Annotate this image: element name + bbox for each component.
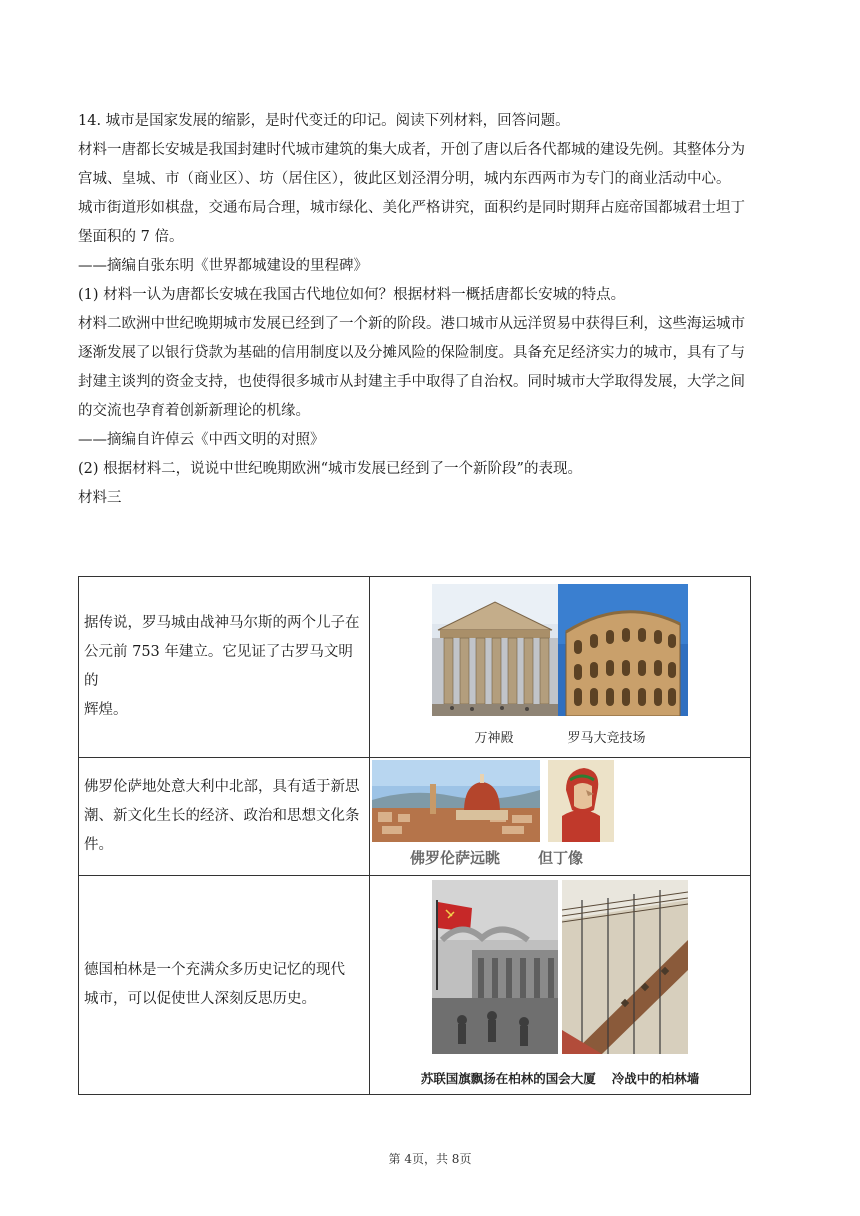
table-row-florence [79, 758, 751, 876]
pantheon-caption: 万神殿 [474, 730, 514, 746]
florence-text-line-2: 潮、新文化生长的经济、政治和思想文化条 [84, 808, 360, 824]
berlin-image-cell [370, 876, 751, 1095]
material1-source: ——摘编自张东明《世界都城建设的里程碑》 [78, 258, 368, 274]
florence-image-cell [370, 758, 751, 876]
colosseum-caption: 罗马大竞技场 [567, 730, 646, 746]
pantheon-image [432, 584, 558, 716]
berlin-text-line-2: 城市，可以促使世人深刻反思历史。 [84, 991, 316, 1007]
berlin-wall-caption: 冷战中的柏林墙 [611, 1070, 700, 1086]
material2-source: ——摘编自许倬云《中西文明的对照》 [78, 432, 325, 448]
reichstag-caption: 苏联国旗飘扬在柏林的国会大厦 [420, 1070, 596, 1086]
florence-text-cell [79, 758, 370, 876]
rome-text-cell [79, 577, 370, 758]
florence-view-image [372, 760, 540, 842]
material2-line-1: 材料二欧洲中世纪晚期城市发展已经到了一个新的阶段。港口城市从远洋贸易中获得巨利，这些海运城市 [78, 316, 745, 332]
page-footer: 第 4页，共 8页 [388, 1152, 472, 1166]
sub-question-2: (2) 根据材料二，说说中世纪晚期欧洲“城市发展已经到了一个新阶段”的表现。 [78, 461, 582, 477]
question-block [78, 107, 778, 513]
florence-text-line-3: 件。 [84, 837, 113, 853]
dante-portrait-image [548, 760, 614, 842]
material3-label: 材料三 [78, 490, 122, 506]
florence-text-line-1: 佛罗伦萨地处意大利中北部，具有适于新思 [84, 779, 360, 795]
material1-line-2: 宫城、皇城、市（商业区）、坊（居住区），彼此区划泾渭分明，城内东西两市为专门的商业活动中心。 [78, 171, 731, 187]
florence-view-caption: 佛罗伦萨远眺 [410, 849, 501, 867]
material1-line-4: 堡面积的 7 倍。 [78, 229, 184, 245]
material2-line-2: 逐渐发展了以银行贷款为基础的信用制度以及分摊风险的保险制度。具备充足经济实力的城市，具有了与 [78, 345, 745, 361]
rome-image-cell [370, 577, 751, 758]
rome-text-line-2: 公元前 753 年建立。它见证了古罗马文明的 [84, 644, 353, 689]
material3-table [78, 576, 751, 1095]
material2-line-3: 封建主谈判的资金支持，也使得很多城市从封建主手中取得了自治权。同时城市大学取得发展，大学之间 [78, 374, 745, 390]
sub-question-1: (1) 材料一认为唐都长安城在我国古代地位如何？根据材料一概括唐都长安城的特点。 [78, 287, 626, 303]
berlin-text-line-1: 德国柏林是一个充满众多历史记忆的现代 [84, 962, 345, 978]
question-title: 14. 城市是国家发展的缩影，是时代变迁的印记。阅读下列材料，回答问题。 [78, 113, 570, 129]
material2-line-4: 的交流也孕育着创新新理论的机缘。 [78, 403, 310, 419]
rome-text-line-1: 据传说，罗马城由战神马尔斯的两个儿子在 [84, 615, 360, 631]
material1-line-1: 材料一唐都长安城是我国封建时代城市建筑的集大成者，开创了唐以后各代都城的建设先例。其整体分为 [78, 142, 745, 158]
reichstag-flag-image [432, 880, 558, 1054]
berlin-wall-image [562, 880, 688, 1054]
material1-line-3: 城市街道形如棋盘，交通布局合理，城市绿化、美化严格讲究，面积约是同时期拜占庭帝国都城君士坦丁 [78, 200, 745, 216]
dante-caption: 但丁像 [538, 849, 584, 867]
berlin-text-cell [79, 876, 370, 1095]
colosseum-image [558, 584, 688, 716]
table-row-rome [79, 577, 751, 758]
rome-text-line-3: 辉煌。 [84, 702, 128, 718]
table-row-berlin [79, 876, 751, 1095]
